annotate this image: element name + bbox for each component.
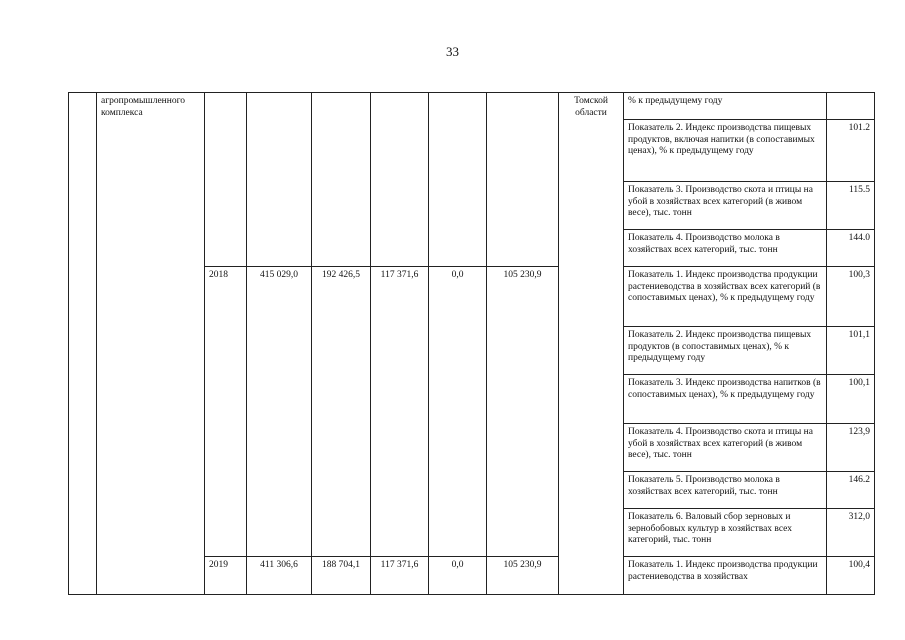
indicator-value: 100,4 [827,557,875,595]
region-cell [559,93,624,595]
region-name: Томской области [574,96,608,118]
index-cell [69,93,97,595]
year-cell [205,93,247,267]
indicator-text: Показатель 3. Индекс производства напитков (в сопоставимых ценах), % к предыдущему году [624,375,827,424]
indicator-value: 100,1 [827,375,875,424]
year-cell: 2018 [205,267,247,557]
indicator-value: 312,0 [827,509,875,557]
year-cell: 2019 [205,557,247,595]
program-name: агропромышленного комплекса [101,96,186,118]
program-name-cell [97,93,205,595]
program-table [68,92,875,595]
funding-cell-5 [487,93,559,267]
funding-cell-5: 105 230,9 [487,267,559,557]
indicator-text: Показатель 6. Валовый сбор зерновых и зернобобовых культур в хозяйствах всех категорий, тыс. тонн [624,509,827,557]
indicator-value: 146.2 [827,472,875,509]
indicator-text: Показатель 4. Производство скота и птицы на убой в хозяйствах всех категорий (в живом весе), тыс. тонн [624,424,827,472]
total-cell: 415 029,0 [247,267,312,557]
indicator-value: 115.5 [827,182,875,230]
indicator-text: Показатель 4. Производство молока в хозяйствах всех категорий, тыс. тонн [624,230,827,267]
indicator-text: Показатель 5. Производство молока в хозяйствах всех категорий, тыс. тонн [624,472,827,509]
indicator-text: Показатель 1. Индекс производства продукции растениеводства в хозяйствах всех категорий (в сопоставимых ценах), % к предыдущему году [624,267,827,327]
funding-cell-3: 117 371,6 [371,267,429,557]
indicator-text: Показатель 2. Индекс производства пищевых продуктов (в сопоставимых ценах), % к предыдущему году [624,327,827,375]
indicator-value: 144.0 [827,230,875,267]
indicator-value: 101,1 [827,327,875,375]
funding-cell-3: 117 371,6 [371,557,429,595]
page-number: 33 [446,44,459,59]
indicator-value: 101.2 [827,120,875,182]
indicator-text: Показатель 1. Индекс производства продукции растениеводства в хозяйствах [624,557,827,595]
funding-cell-4: 0,0 [429,267,487,557]
indicator-text: % к предыдущему году [624,93,827,120]
total-cell [247,93,312,267]
funding-cell-5: 105 230,9 [487,557,559,595]
funding-cell-2: 192 426,5 [312,267,371,557]
indicator-value [827,93,875,120]
indicator-text: Показатель 2. Индекс производства пищевых продуктов, включая напитки (в сопоставимых ценах), % к предыдущему году [624,120,827,182]
funding-cell-2: 188 704,1 [312,557,371,595]
indicator-text: Показатель 3. Производство скота и птицы на убой в хозяйствах всех категорий (в живом весе), тыс. тонн [624,182,827,230]
total-cell: 411 306,6 [247,557,312,595]
funding-cell-3 [371,93,429,267]
funding-cell-4 [429,93,487,267]
funding-cell-4: 0,0 [429,557,487,595]
indicator-value: 123,9 [827,424,875,472]
funding-cell-2 [312,93,371,267]
indicator-value: 100,3 [827,267,875,327]
table-row [69,93,875,120]
